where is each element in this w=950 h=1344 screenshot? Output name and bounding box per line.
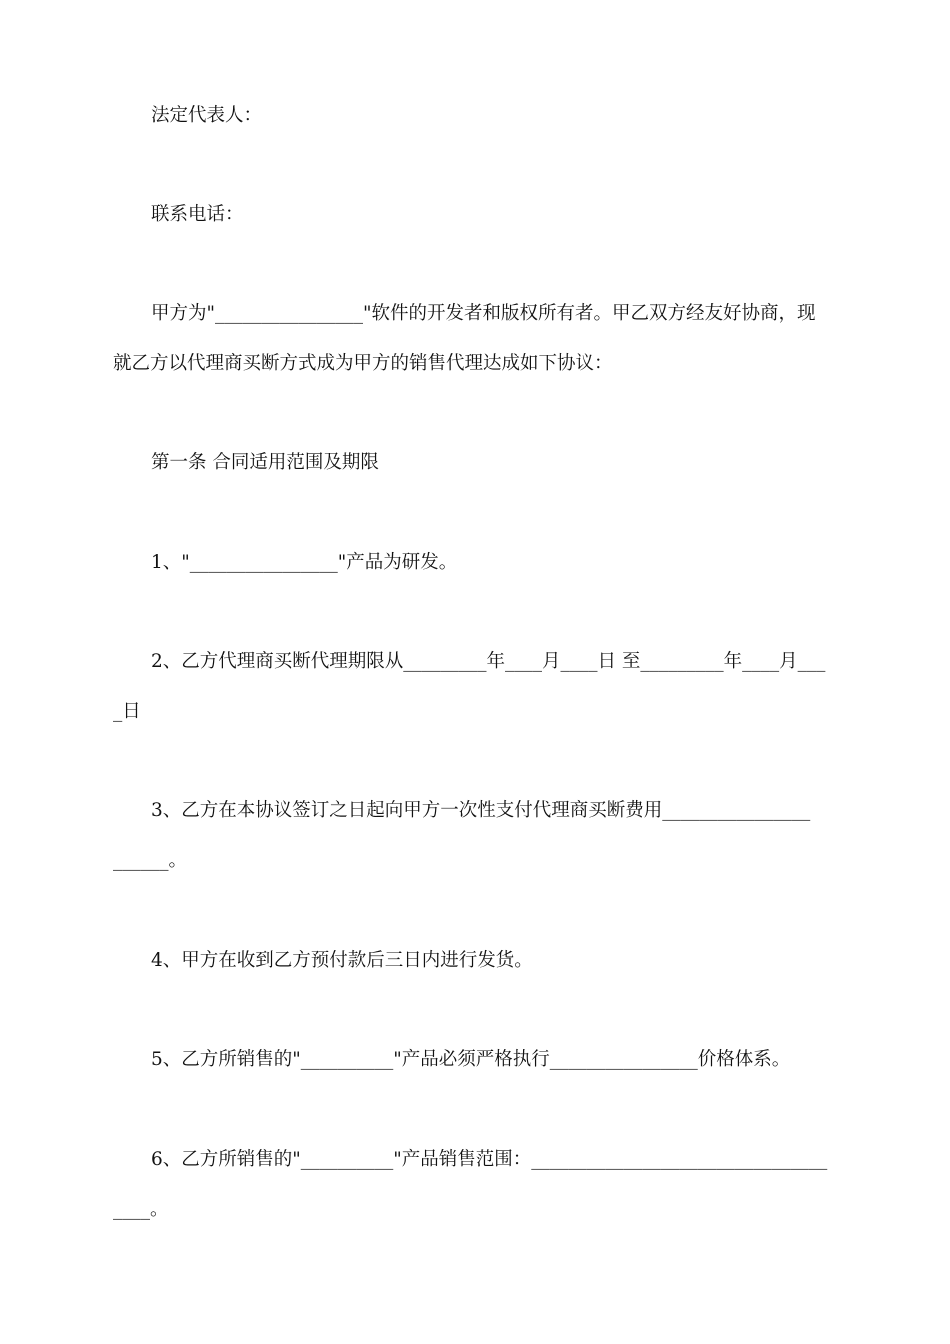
legal-representative-line: [113, 91, 838, 141]
intro-line-1: [113, 289, 838, 339]
clause-6-line-1: [113, 1135, 838, 1185]
legal-representative-label: 法定代表人：: [151, 105, 263, 126]
clause-6-line-2: [113, 1185, 838, 1235]
intro-paragraph: [113, 289, 838, 389]
clause-2-line-2: [113, 687, 838, 737]
clause-3-line-1: [113, 786, 838, 836]
clause-4-text: 4、甲方在收到乙方预付款后三日内进行发货。: [151, 950, 533, 971]
article-1-heading: [113, 438, 838, 488]
clause-1-text: 1、"________________"产品为研发。: [151, 552, 458, 573]
clause-6: [113, 1135, 838, 1235]
clause-4: [113, 936, 838, 986]
intro-line-2: [113, 339, 838, 389]
clause-2: [113, 637, 838, 737]
intro-text-1: 甲方为"________________"软件的开发者和版权所有者。甲乙双方经友好协商，现: [151, 303, 816, 324]
contact-phone-label: 联系电话：: [151, 204, 244, 225]
clause-2-line-1: [113, 637, 838, 687]
article-1-title: 第一条 合同适用范围及期限: [151, 452, 379, 473]
clause-2-text-1: 2、乙方代理商买断代理期限从_________年____月____日 至_________年____月___: [151, 651, 826, 672]
clause-1: [113, 538, 838, 588]
clause-3-text-2: ______。: [113, 850, 188, 871]
clause-3-line-2: [113, 836, 838, 886]
clause-6-text-2: ____。: [113, 1199, 169, 1220]
clause-5: [113, 1035, 838, 1085]
clause-3-text-1: 3、乙方在本协议签订之日起向甲方一次性支付代理商买断费用________________: [151, 800, 811, 821]
clause-5-text: 5、乙方所销售的"__________"产品必须严格执行________________价格体系。: [151, 1049, 791, 1070]
intro-text-2: 就乙方以代理商买断方式成为甲方的销售代理达成如下协议：: [113, 353, 613, 374]
clause-3: [113, 786, 838, 886]
clause-2-text-2: _日: [113, 701, 141, 722]
contact-phone-line: [113, 190, 838, 240]
clause-6-text-1: 6、乙方所销售的"__________"产品销售范围：________________________________: [151, 1149, 828, 1170]
